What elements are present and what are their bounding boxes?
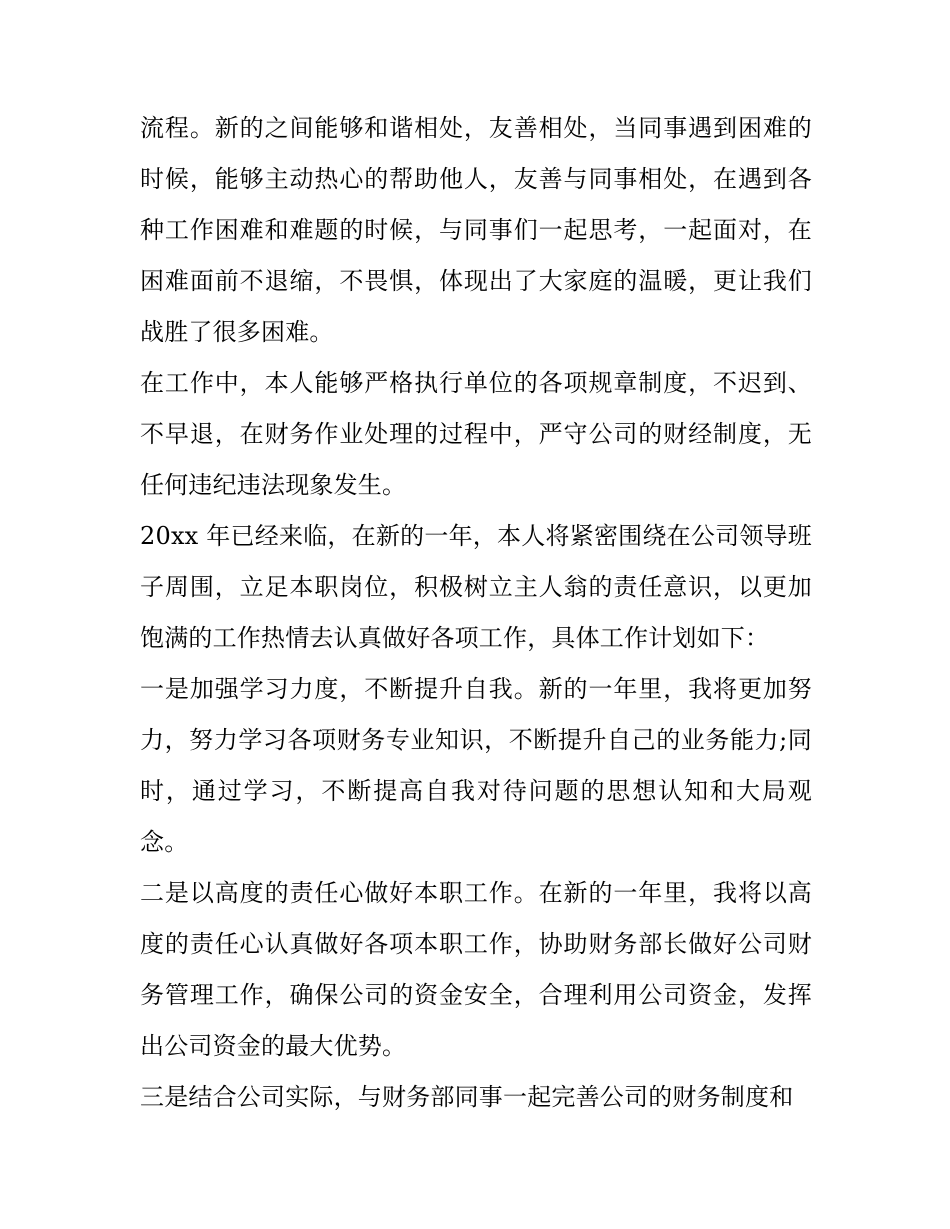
- paragraph-discipline: 在工作中，本人能够严格执行单位的各项规章制度，不迟到、不早退，在财务作业处理的过程中，严守公司的财经制度，无任何违纪违法现象发生。: [140, 369, 812, 499]
- paragraph-new-year-plan: 20xx 年已经来临，在新的一年，本人将紧密围绕在公司领导班子周围，立足本职岗位，积极树立主人翁的责任意识，以更加饱满的工作热情去认真做好各项工作，具体工作计划如下：: [140, 522, 812, 652]
- paragraph-plan-item-2: 二是以高度的责任心做好本职工作。在新的一年里，我将以高度的责任心认真做好各项本职工作，协助财务部长做好公司财务管理工作，确保公司的资金安全，合理利用公司资金，发挥出公司资金的最大优势。: [140, 879, 812, 1060]
- paragraph-plan-item-1: 一是加强学习力度，不断提升自我。新的一年里，我将更加努力，努力学习各项财务专业知识，不断提升自己的业务能力;同时，通过学习，不断提高自我对待问题的思想认知和大局观念。: [140, 675, 812, 856]
- paragraph-plan-item-3: 三是结合公司实际，与财务部同事一起完善公司的财务制度和: [140, 1083, 794, 1111]
- document-page: [140, 103, 812, 1123]
- paragraph-teamwork: 流程。新的之间能够和谐相处，友善相处，当同事遇到困难的时候，能够主动热心的帮助他人，友善与同事相处，在遇到各种工作困难和难题的时候，与同事们一起思考，一起面对，在困难面前不退缩，不畏惧，体现出了大家庭的温暖，更让我们战胜了很多困难。: [140, 114, 812, 346]
